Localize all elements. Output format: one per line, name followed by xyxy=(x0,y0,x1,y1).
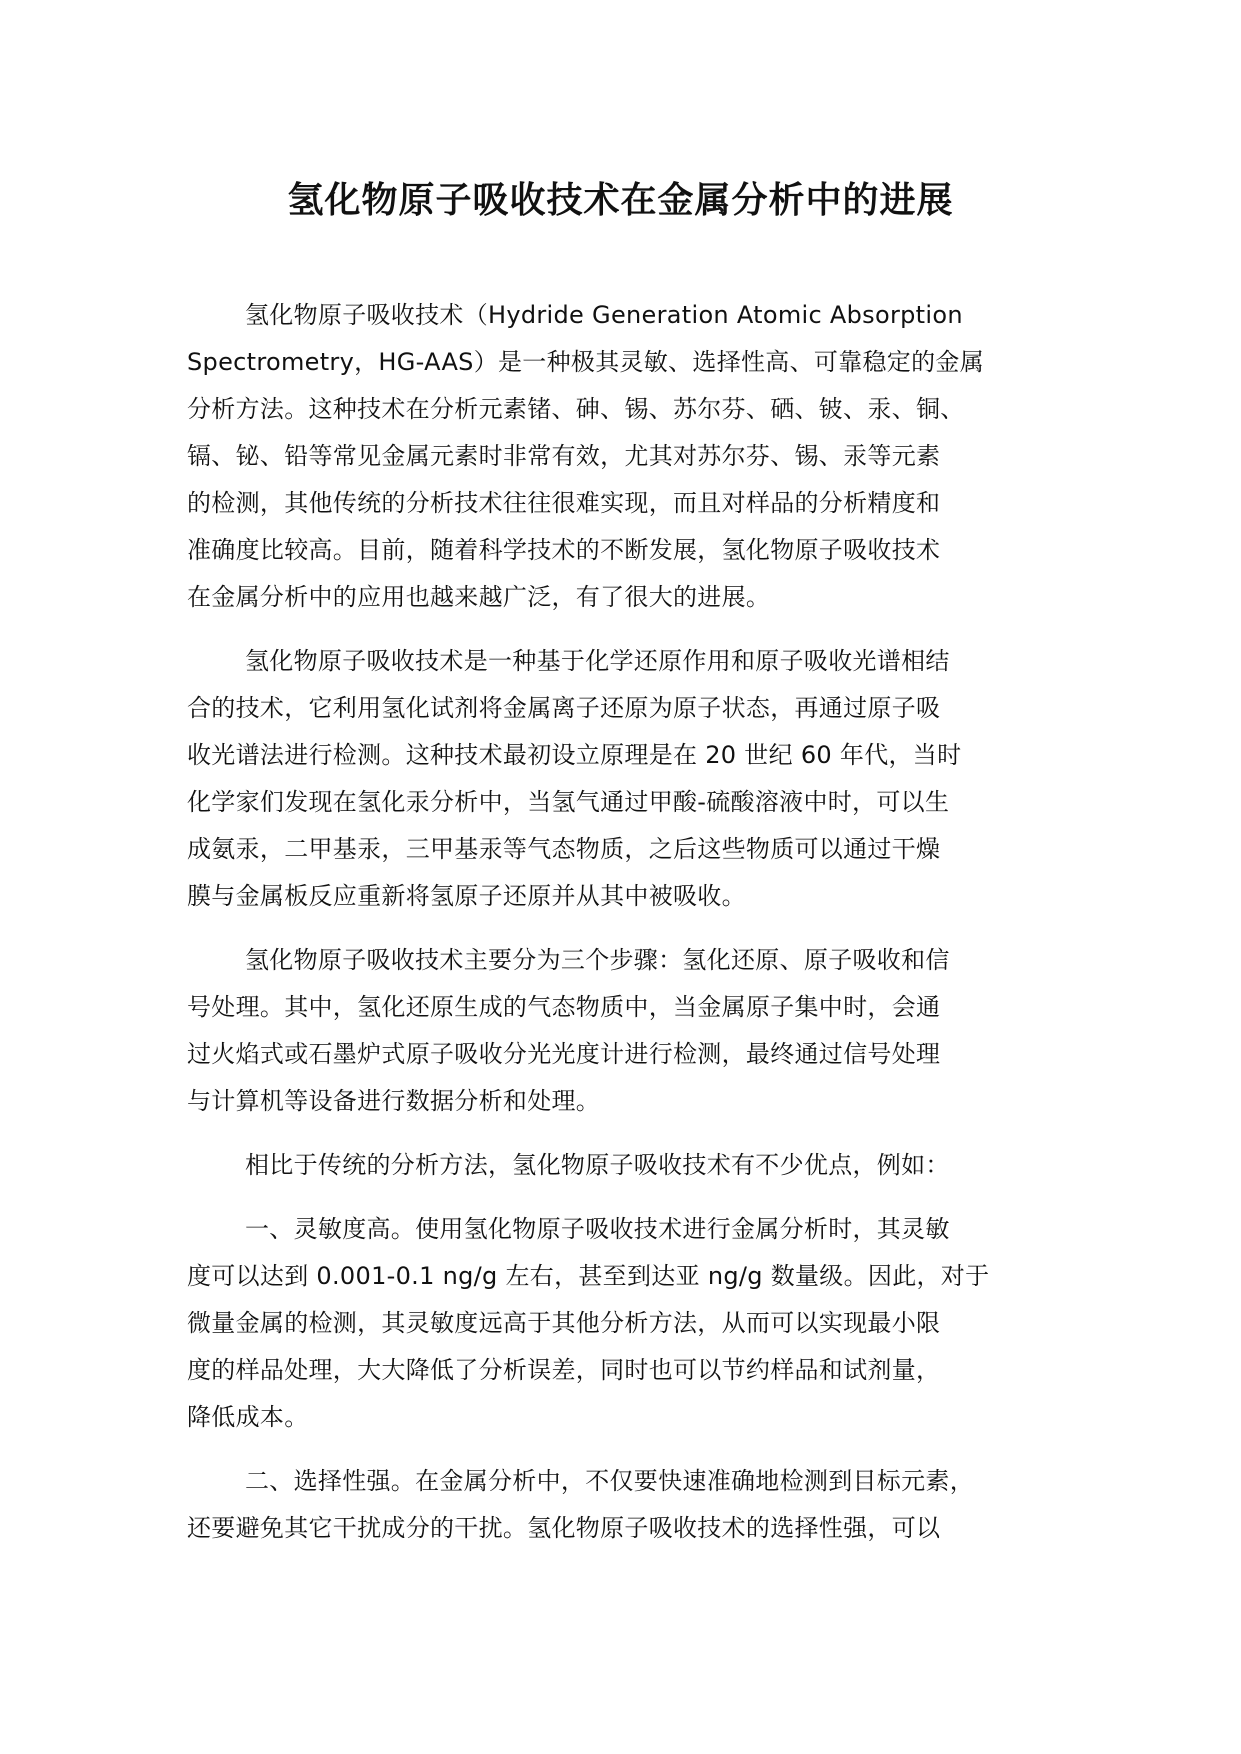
paragraph-line: 二、选择性强。在金属分析中，不仅要快速准确地检测到目标元素， xyxy=(245,1467,974,1495)
paragraph-line: 化学家们发现在氢化汞分析中，当氢气通过甲酸-硫酸溶液中时，可以生 xyxy=(187,788,950,816)
paragraph-line: 准确度比较高。目前，随着科学技术的不断发展，氢化物原子吸收技术 xyxy=(187,536,941,564)
paragraph-line: 氢化物原子吸收技术（Hydride Generation Atomic Absorption xyxy=(245,301,963,329)
paragraph-line: 成氨汞，二甲基汞，三甲基汞等气态物质，之后这些物质可以通过干燥 xyxy=(187,835,941,863)
paragraph-line: 过火焰式或石墨炉式原子吸收分光光度计进行检测，最终通过信号处理 xyxy=(187,1040,941,1068)
paragraph-line: 的检测，其他传统的分析技术往往很难实现，而且对样品的分析精度和 xyxy=(187,489,941,517)
paragraph-line: 与计算机等设备进行数据分析和处理。 xyxy=(187,1087,601,1115)
paragraph-advantages-intro xyxy=(187,1142,1063,1189)
paragraph-line: 度可以达到 0.001-0.1 ng/g 左右，甚至到达亚 ng/g 数量级。因此，对于 xyxy=(187,1262,990,1290)
paragraph-steps xyxy=(187,937,1063,1125)
paragraph-line: Spectrometry，HG-AAS）是一种极其灵敏、选择性高、可靠稳定的金属 xyxy=(187,348,985,376)
paragraph-advantage-sensitivity xyxy=(187,1206,1063,1441)
paragraph-line: 镉、铋、铅等常见金属元素时非常有效，尤其对苏尔芬、锡、汞等元素 xyxy=(187,442,941,470)
paragraph-line: 合的技术，它利用氢化试剂将金属离子还原为原子状态，再通过原子吸 xyxy=(187,694,941,722)
paragraph-line: 号处理。其中，氢化还原生成的气态物质中，当金属原子集中时，会通 xyxy=(187,993,941,1021)
paragraph-advantage-selectivity xyxy=(187,1458,1063,1552)
paragraph-line: 相比于传统的分析方法，氢化物原子吸收技术有不少优点，例如： xyxy=(245,1151,950,1179)
paragraph-line: 在金属分析中的应用也越来越广泛，有了很大的进展。 xyxy=(187,583,771,611)
paragraph-intro xyxy=(187,292,1063,621)
paragraph-line: 度的样品处理，大大降低了分析误差，同时也可以节约样品和试剂量， xyxy=(187,1356,941,1384)
paragraph-line: 氢化物原子吸收技术主要分为三个步骤：氢化还原、原子吸收和信 xyxy=(245,946,950,974)
paragraph-line: 微量金属的检测，其灵敏度远高于其他分析方法，从而可以实现最小限 xyxy=(187,1309,941,1337)
paragraph-line: 收光谱法进行检测。这种技术最初设立原理是在 20 世纪 60 年代，当时 xyxy=(187,741,962,769)
paragraph-line: 降低成本。 xyxy=(187,1403,309,1431)
paragraph-line: 一、灵敏度高。使用氢化物原子吸收技术进行金属分析时，其灵敏 xyxy=(245,1215,950,1243)
paragraph-line: 膜与金属板反应重新将氢原子还原并从其中被吸收。 xyxy=(187,882,746,910)
paragraph-line: 还要避免其它干扰成分的干扰。氢化物原子吸收技术的选择性强，可以 xyxy=(187,1514,941,1542)
paragraph-line: 分析方法。这种技术在分析元素锗、砷、锡、苏尔芬、硒、铍、汞、铜、 xyxy=(187,395,965,423)
document-body xyxy=(187,292,1063,1569)
document-title: 氢化物原子吸收技术在金属分析中的进展 xyxy=(287,180,954,221)
paragraph-principle xyxy=(187,638,1063,920)
paragraph-line: 氢化物原子吸收技术是一种基于化学还原作用和原子吸收光谱相结 xyxy=(245,647,950,675)
